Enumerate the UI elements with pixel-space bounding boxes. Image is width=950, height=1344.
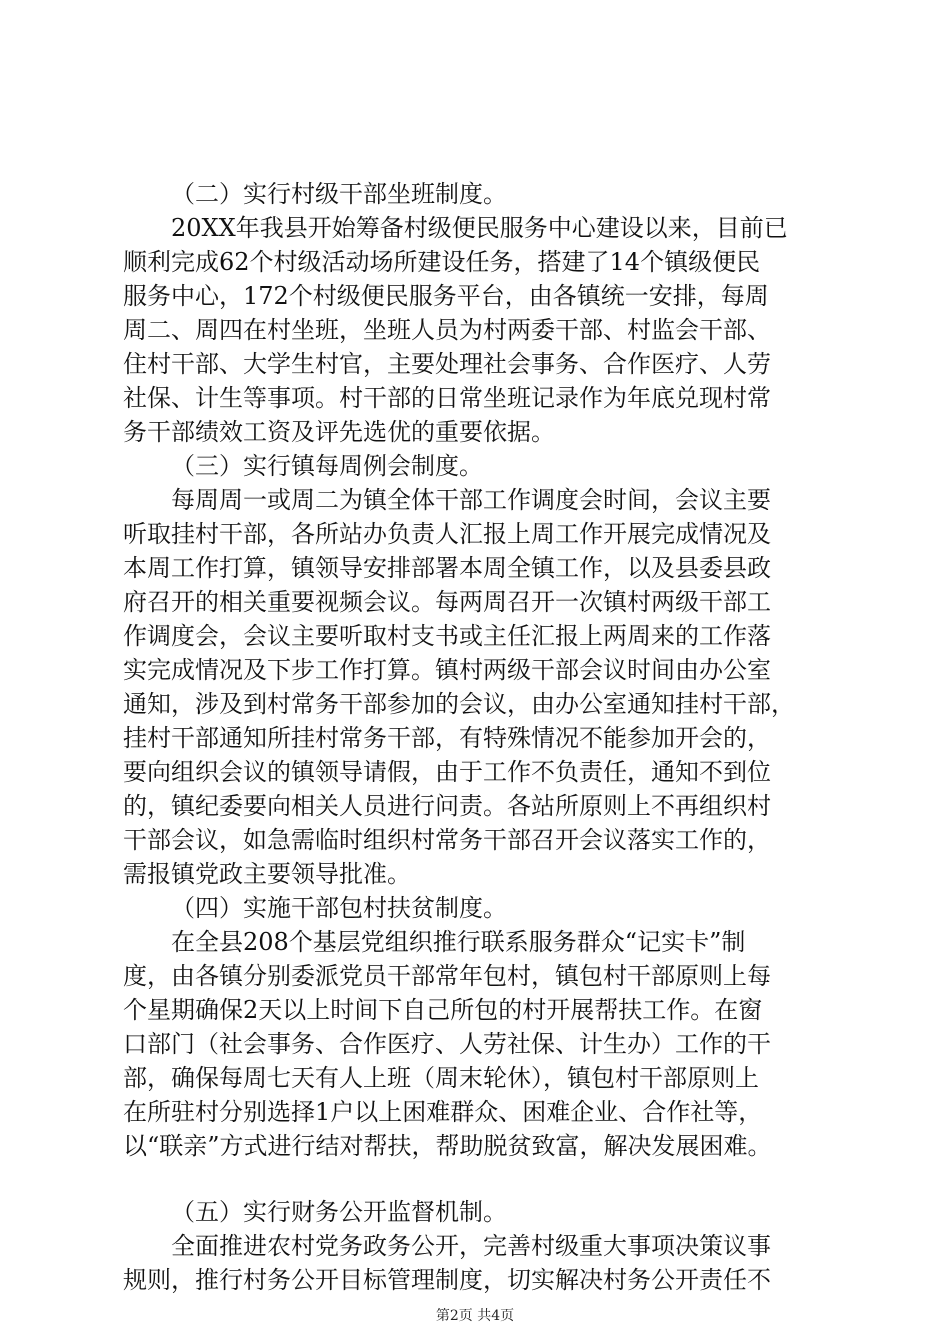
paragraph-line: 部，确保每周七天有人上班（周末轮休），镇包村干部原则上	[123, 1064, 759, 1092]
paragraph-line: 规则，推行村务公开目标管理制度，切实解决村务公开责任不	[123, 1266, 771, 1294]
paragraph-line: 要向组织会议的镇领导请假，由于工作不负责任，通知不到位	[123, 758, 771, 786]
paragraph-line: 度，由各镇分别委派党员干部常年包村，镇包村干部原则上每	[123, 962, 771, 990]
paragraph-line: 每周周一或周二为镇全体干部工作调度会时间，会议主要	[171, 486, 771, 514]
paragraph-line: 20XX年我县开始筹备村级便民服务中心建设以来，目前已	[171, 214, 788, 242]
paragraph-line: 口部门（社会事务、合作医疗、人劳社保、计生办）工作的干	[123, 1030, 771, 1058]
paragraph-line: 在全县208个基层党组织推行联系服务群众“记实卡”制	[171, 928, 746, 956]
paragraph-line: 服务中心，172个村级便民服务平台，由各镇统一安排，每周	[123, 282, 769, 310]
paragraph-line: 需报镇党政主要领导批准。	[123, 860, 411, 888]
paragraph-line: 顺利完成62个村级活动场所建设任务，搭建了14个镇级便民	[123, 248, 761, 276]
paragraph-line: 作调度会，会议主要听取村支书或主任汇报上两周来的工作落	[123, 622, 771, 650]
paragraph-line: 听取挂村干部，各所站办负责人汇报上周工作开展完成情况及	[123, 520, 771, 548]
paragraph-line: 在所驻村分别选择1户以上困难群众、困难企业、合作社等，	[123, 1098, 763, 1126]
paragraph-line: 实完成情况及下步工作打算。镇村两级干部会议时间由办公室	[123, 656, 771, 684]
paragraph-line: 全面推进农村党务政务公开，完善村级重大事项决策议事	[171, 1232, 771, 1260]
page-number-footer: 第2页 共4页	[435, 1308, 515, 1324]
paragraph-line: 周二、周四在村坐班，坐班人员为村两委干部、村监会干部、	[123, 316, 771, 344]
section-heading-5: （五）实行财务公开监督机制。	[171, 1198, 507, 1226]
paragraph-line: 府召开的相关重要视频会议。每两周召开一次镇村两级干部工	[123, 588, 771, 616]
paragraph-line: 的，镇纪委要向相关人员进行问责。各站所原则上不再组织村	[123, 792, 771, 820]
paragraph-line: 通知，涉及到村常务干部参加的会议，由办公室通知挂村干部，	[123, 690, 795, 718]
paragraph-line: 社保、计生等事项。村干部的日常坐班记录作为年底兑现村常	[123, 384, 771, 412]
paragraph-line: 住村干部、大学生村官，主要处理社会事务、合作医疗、人劳	[123, 350, 771, 378]
paragraph-line: 个星期确保2天以上时间下自己所包的村开展帮扶工作。在窗	[123, 996, 763, 1024]
section-heading-4: （四）实施干部包村扶贫制度。	[171, 894, 507, 922]
paragraph-line: 务干部绩效工资及评先选优的重要依据。	[123, 418, 555, 446]
paragraph-line: 干部会议，如急需临时组织村常务干部召开会议落实工作的，	[123, 826, 771, 854]
paragraph-line: 挂村干部通知所挂村常务干部，有特殊情况不能参加开会的，	[123, 724, 771, 752]
section-heading-3: （三）实行镇每周例会制度。	[171, 452, 483, 480]
paragraph-line: 以“联亲”方式进行结对帮扶，帮助脱贫致富，解决发展困难。	[123, 1132, 772, 1160]
paragraph-line: 本周工作打算，镇领导安排部署本周全镇工作，以及县委县政	[123, 554, 771, 582]
section-heading-2: （二）实行村级干部坐班制度。	[171, 180, 507, 208]
